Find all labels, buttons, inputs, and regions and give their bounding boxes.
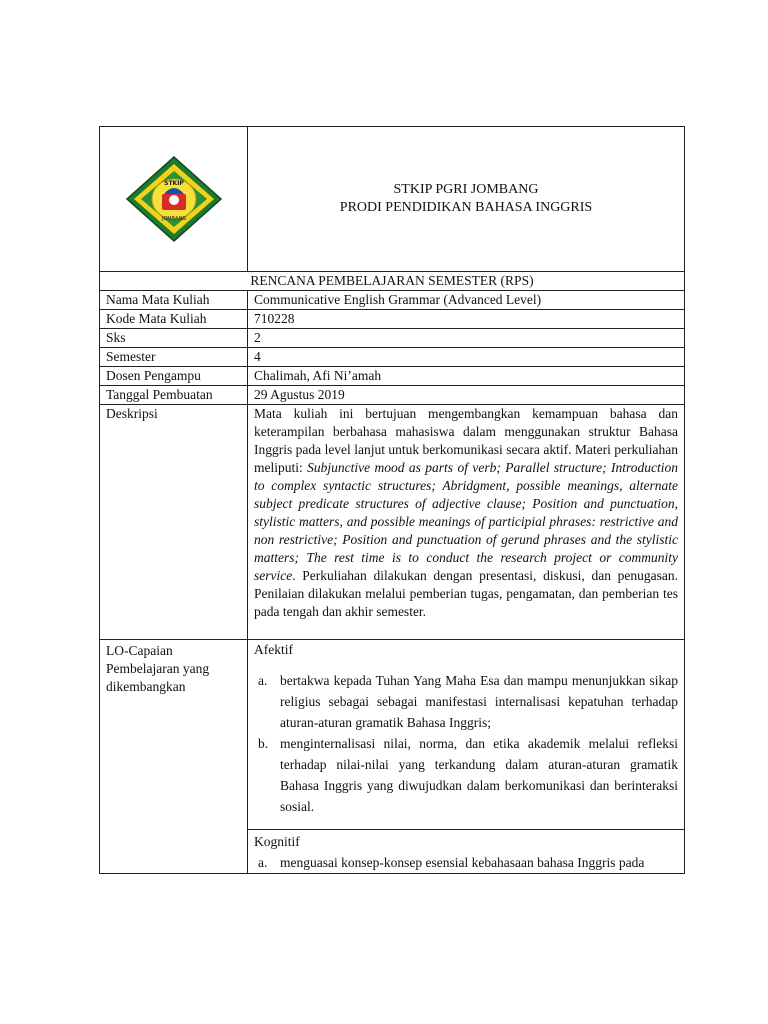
kognitif-cell bbox=[248, 830, 685, 874]
lo-afektif-row bbox=[100, 640, 685, 830]
kognitif-heading: Kognitif bbox=[254, 834, 300, 849]
kognitif-list bbox=[254, 852, 678, 873]
info-label: Kode Mata Kuliah bbox=[100, 310, 248, 329]
description-topics: Subjunctive mood as parts of verb; Parallel structure; Introduction to complex syntactic structures; Abridgment, possible meanings, alternate subject predicate structures of adjective clause; Position and punctuation, stylistic matters, and possible meanings of participial phrases: restrictive and non restrictive; Position and punctuation of gerund phrases and the stylistic matters; The rest time is to conduct the research project or community service bbox=[254, 460, 678, 583]
description-row bbox=[100, 405, 685, 640]
institution-name: STKIP PGRI JOMBANG bbox=[393, 182, 539, 197]
info-row bbox=[100, 348, 685, 367]
rps-table bbox=[99, 126, 685, 874]
afektif-list bbox=[254, 670, 678, 817]
logo-subtext: JOMBANG bbox=[161, 216, 186, 222]
doc-title: RENCANA PEMBELAJARAN SEMESTER (RPS) bbox=[100, 272, 685, 291]
info-value: 29 Agustus 2019 bbox=[248, 386, 685, 405]
program-name: PRODI PENDIDIKAN BAHASA INGGRIS bbox=[339, 200, 593, 215]
info-row bbox=[100, 329, 685, 348]
institution-logo bbox=[124, 154, 224, 244]
list-marker: b. bbox=[258, 736, 269, 751]
info-label: Tanggal Pembuatan bbox=[100, 386, 248, 405]
description-part1: Mata kuliah ini bertujuan mengembangkan kemampuan bahasa dan keterampilan berbahasa mahasiswa dalam menggunakan struktur Bahasa Inggris pada level lanjut untuk berkomunikasi secara aktif. Materi perkuliahan meliputi: bbox=[254, 406, 678, 475]
list-text: bertakwa kepada Tuhan Yang Maha Esa dan mampu menunjukkan sikap religius sebagai sebagai manifestasi internalisasi kepatuhan terhadap aturan-aturan gramatik Bahasa Inggris; bbox=[280, 673, 678, 730]
info-label: Sks bbox=[100, 329, 248, 348]
list-item bbox=[254, 670, 678, 733]
info-value: Communicative English Grammar (Advanced Level) bbox=[248, 291, 685, 310]
info-value: 4 bbox=[248, 348, 685, 367]
description-label: Deskripsi bbox=[100, 405, 248, 640]
logo-text: STKIP bbox=[163, 180, 184, 187]
afektif-heading: Afektif bbox=[254, 642, 293, 657]
description-text bbox=[248, 405, 685, 640]
list-text: menginternalisasi nilai, norma, dan etika akademik melalui refleksi terhadap nilai-nilai yang terkandung dalam aturan-aturan gramatik Bahasa Inggris yang diwujudkan dalam berkomunikasi dan berinteraksi sosial. bbox=[280, 736, 678, 814]
info-label: Nama Mata Kuliah bbox=[100, 291, 248, 310]
doc-title-row bbox=[100, 272, 685, 291]
info-label: Dosen Pengampu bbox=[100, 367, 248, 386]
info-row bbox=[100, 367, 685, 386]
info-row bbox=[100, 310, 685, 329]
info-label: Semester bbox=[100, 348, 248, 367]
list-item bbox=[254, 852, 678, 873]
info-value: 2 bbox=[248, 329, 685, 348]
list-item bbox=[254, 733, 678, 817]
list-text: menguasai konsep-konsep esensial kebahasaan bahasa Inggris pada bbox=[280, 855, 645, 870]
info-row bbox=[100, 386, 685, 405]
title-cell bbox=[248, 127, 685, 272]
description-part2: . Perkuliahan dilakukan dengan presentasi, diskusi, dan penugasan. Penilaian dilakukan melalui pemberian tugas, pengamatan, dan pemberian tes pada tengah dan akhir semester. bbox=[254, 568, 678, 619]
lo-label: LO-Capaian Pembelajaran yang dikembangkan bbox=[100, 640, 248, 874]
info-row bbox=[100, 291, 685, 310]
list-marker: a. bbox=[258, 673, 268, 688]
header-row bbox=[100, 127, 685, 272]
info-value: Chalimah, Afi Ni’amah bbox=[248, 367, 685, 386]
afektif-cell bbox=[248, 640, 685, 830]
list-marker: a. bbox=[258, 855, 268, 870]
info-value: 710228 bbox=[248, 310, 685, 329]
logo-cell bbox=[100, 127, 248, 272]
